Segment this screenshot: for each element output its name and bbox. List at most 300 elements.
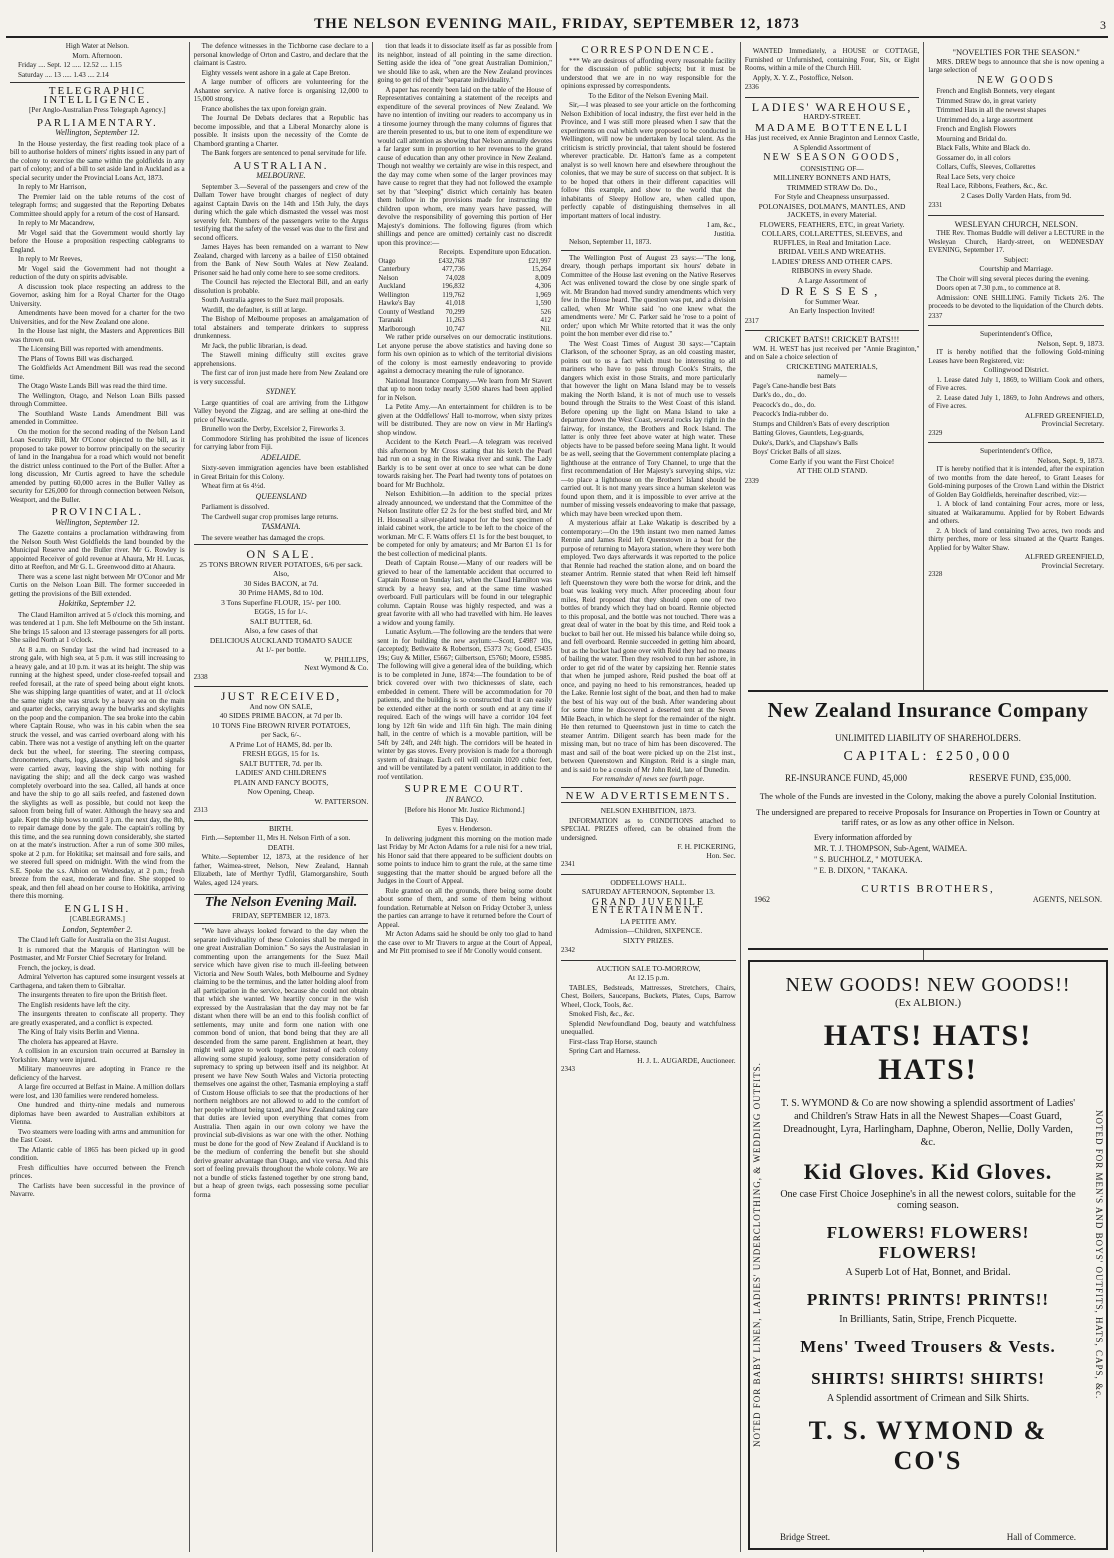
column-4 [557, 42, 741, 1552]
divider [194, 923, 369, 924]
section-note: [Per Anglo-Australian Press Telegraph Agency.] [29, 106, 166, 114]
advert-agents: AGENTS, NELSON. [1032, 895, 1102, 904]
advert-signature: W. PATTERSON. [314, 796, 369, 806]
letter-paragraph: Sir,—I was pleased to see your article on the forthcoming Nelson Exhibition of local industry, the first ever held in the Province, and I was still more pleased when I saw that the experiments on coal which were proposed to be conducted in Wellington, will now be undertaken by local talent. As the criticism is strictly provincial, that talent should be fostered wherever practicable. Dr. Hatton's fame as a competent analyst is so well known here and elsewhere throughout the colonies, that we may be sure of success on that subject. It is to be hoped that others in their different capacities will follow this example, and show to the world that the inhabitants of Sleepy Hollow are, when called upon, perfectly capable of distinguishing themselves in all important matters of local industry. [561, 101, 736, 220]
letter-signoff: I am, &c., [707, 221, 736, 229]
article-paragraph: A large number of officers are volunteering for the Ashantee service. A native force is organising 12,000 to 15,000 strong. [193, 78, 369, 103]
advert-line: DRESSES, [780, 284, 884, 298]
article-paragraph: Wardill, the defaulter, is still at large. [201, 305, 307, 314]
advert-funds-row [754, 773, 1102, 783]
advert-heading: HATS! HATS! HATS! [823, 1019, 1033, 1086]
advert-line: At 1/- per bottle. [256, 645, 306, 654]
article-paragraph: In the House yesterday, the first reading took place of a bill to authorise holders of miners' rights issued in any part of the colony to exercise the same within the goldfields in any part of colony; and of a bill to set aside land in Auckland as a special security under the Provincial Loans Act, 1873. [10, 139, 185, 182]
advert-line: Page's Cane-handle best Bats [752, 381, 836, 390]
advert-line: Doors open at 7.30 p.m., to commence at 8. [936, 284, 1061, 292]
table-cell-province: Wellington [378, 290, 410, 299]
article-paragraph: The West Coast Times of August 30 says:—"Captain Clarkson, of the schooner Spray, as an old coasting master, points out to us a fact which must be interesting to all mariners who have to pass through Cook's Straits, the dangers which exist in those Straits, and more particularly that however the light on Mana Island may be to vessels making the North Island, it is not of much use to vessels bound through the Straits to the West Coast of this island. Before opening up the light on Mana Island to take a departure down the West Coast, several rocks lay right in the fairway, for instance, the Brothers and Rock Island. The latter is only three feet above water at high water. These objects have to be passed before seeing Mana light. It would be as well, seeing that the Government contemplate placing a lighthouse at the entrance of Tory Channel, to urge that the first recommendation of Her Majesty's surveying ships, viz:—to place a lighthouse on the Brothers' Island should be carried out. It is not many years since a human skeleton was found upon them, and it is impossible to ever arrive at the number of missing vessels endeavoring to make that passage, which may have been wrecked upon them. [561, 339, 736, 518]
just-received-advert [194, 686, 369, 818]
advert-line: 30 Prime HAMS, 8d to 10d. [238, 588, 324, 597]
advert-line: Stumps and Children's Bats of every description [752, 419, 890, 428]
advert-signature: H. J. L. AUGARDE, Auctioneer. [637, 1055, 736, 1065]
article-paragraph: The insurgents threaten to confiscate all property. They are greatly exasperated, and a conflict is expected. [10, 1010, 185, 1027]
column-1 [6, 42, 190, 1552]
table-row [377, 274, 552, 283]
article-paragraph: Admiral Yelverton has captured some insurgent vessels at Carthagena, and taken them to Gibraltar. [10, 973, 185, 990]
table-cell-education: 1,590 [535, 299, 552, 307]
notice-date: Nelson, Sept. 9, 1873. [1037, 338, 1105, 348]
divider [561, 787, 736, 788]
table-cell-province: Hawke's Bay [378, 299, 416, 307]
table-cell-province: Taranaki [378, 316, 403, 324]
advert-line: French and English Bonnets, very elegant [936, 87, 1055, 95]
advert-line: A Prime Lot of HAMS, 8d. per lb. [229, 739, 333, 749]
advert-line: COLLARS, COLLARETTES, SLEEVES, and RUFFLES, in Real and Imitation Lace. [761, 229, 903, 247]
advert-line: For Style and Cheapness unsurpassed. [774, 192, 890, 201]
table-cell-education: 8,009 [535, 273, 552, 282]
court-line: [Before his Honor Mr. Justice Richmond.] [404, 806, 525, 814]
address-right: Hall of Commerce. [1006, 1532, 1076, 1542]
section-heading: TELEGRAPHIC INTELLIGENCE. [43, 85, 152, 106]
table-row [377, 308, 552, 317]
article-paragraph: The English residents have left the city. [18, 1000, 131, 1009]
article-paragraph: Lunatic Asylum.—The following are the tenders that were sent in for building the new asylum:—Scott, £4987 10s, (accepted); Bethwaite & Robertson, £5373 7s; Good, £5435 19s; Guy & Miller, £5667; Gilbertson, £5760; Moore, £5985. The following will give a general idea of the building, which is to be completed in June, 1874:—The foundation to be of brick covered over with two thicknesses of slate, each embedded in cement. There will be accommodation for 70 patients, and the building is so constructed that it can easily be extended either at the north or south end at any time if required. Each of the wings will have a corridor 104 feet long by 12ft 6in wide and 11ft 6in high. The main dining hall, in the centre of which is a movable partition, will be 54ft by 24ft, and 24ft high. The corridors will be heated in winter by gas stoves. Every provision is made for a thorough system of drainage. Each cell will contain 1020 cubic feet, and will be ventilated by a patent ventilator, in addition to the roof ventilation. [377, 628, 553, 781]
advert-text: T. S. WYMOND & Co are now showing a splendid assortment of Ladies' and Children's Straw Hats in all the Newest Shapes—Coast Guard, Dreadnought, Lyra, Harlingham, Daphne, Oberon, Nellie, Dolly Varden, &c. [780, 1098, 1076, 1148]
advert-line: Duke's, Dark's, and Clapshaw's Balls [752, 438, 858, 447]
article-paragraph: The Southland Waste Lands Amendment Bill was amended in Committee. [10, 409, 185, 426]
advert-line: 40 SIDES PRIME BACON, at 7d per lb. [219, 711, 343, 720]
table-row [377, 316, 552, 325]
section-note: *** We are desirous of affording every reasonable facility for the discussion of public subjects; but it must be understood that we are in no way responsible for the opinions expressed by correspondents. [561, 56, 736, 90]
notice-text: IT is hereby notified that it is intended, after the expiration of two months from the date hereof, to Grant Leases for Gold-mining purposes of the Crown Land within the District of Golden Bay Goldfields, hereinafter described, viz:— [928, 465, 1105, 499]
advert-signature: W. PHILLIPS, [324, 654, 369, 664]
column-2 [190, 42, 374, 1552]
table-row [377, 282, 552, 291]
advert-address: Apply, X. Y. Z., Postoffice, Nelson. [752, 73, 854, 82]
advert-heading: Mens' Tweed Trousers & Vests. [800, 1337, 1056, 1356]
notice-line: 1. A block of land containing Four acres, more or less, situated at Waikaramumu. Applied for by Robert Edwards and others. [928, 500, 1105, 525]
article-paragraph: The Bishop of Melbourne proposes an amalgamation of total abstainers and temperate drinkers to suppress drunkenness. [193, 315, 369, 340]
masthead-title: THE NELSON EVENING MAIL, FRIDAY, SEPTEMBER 12, 1873 [314, 16, 800, 32]
advert-line: A Splendid Assortment of [793, 142, 871, 152]
advert-footer [754, 895, 1102, 904]
advert-line: 25 TONS BROWN RIVER POTATOES, 6/6 per sack. [199, 559, 363, 569]
advert-line: namely— [817, 371, 847, 380]
table-row [377, 291, 552, 300]
article-paragraph: At 8 a.m. on Sunday last the wind had increased to a strong gale, with high sea, at 5 p.m. it was still increasing to a heavy gale, and at 10 p.m. it was at its height. The ship was running at the highest speed, under close-reefed topsail and reefed foresail, at the rate of speed being about eight knots. She was shipping large quantities of water, and at 11 o'clock the same night she was struck by a heavy sea on the main and quarter decks, carrying away the bulwarks and skylights on the poop and the companion. The sea broke into the cabin where Captain Rouse, who was in his cabin when the sea struck the vessel, and was carried overboard along with his cabin. There was not a vestige of anything left on the quarter deck but the wheel, for steering. The steering compass, chronometers, charts, logs, glasses, signal book and signals were carried away, leaving the ship with nothing for navigating the ship; and all the deck cargo was washed completely overboard into the sea. Called, all hands at once and have the ship to go all sails reefed, and fastened down the skylights as well as possible, but could not keep the saloon from being full of water. Although the heavy sea and gale. Kept the ship bows to until 3 p.m. the next day, the 8th, to repair damage done by the gale. The captain's rolling by this time, and the sea running down considerably, she started on at the mate's instruction. After a run of some 300 miles, spoke at 2 p.m. for Hokitika; set mainsail and fore sails, and we steered full speed on midnight. With the wind from the S.E. Spoke the s.s. Albion on Wednesday, at 2 p.m.; fresh breeze from the east, moderate and fine. She stopped to speak, and then fell ahead on her course to Hokitika, arriving there this morning. [10, 645, 185, 900]
wymond-advert [748, 960, 1108, 1550]
subheading: TASMANIA. [261, 522, 301, 531]
advert-number: 2328 [928, 570, 943, 578]
article-paragraph: Eighty vessels went ashore in a gale at Cape Breton. [201, 68, 351, 77]
advert-title: New Zealand Insurance Company [767, 698, 1089, 722]
advert-line: At 12.15 p.m. [627, 973, 670, 982]
agent-line: MR. T. J. THOMPSON, Sub-Agent, WAIMEA. [814, 844, 967, 853]
advert-line: 30 Sides BACON, at 7d. [243, 578, 319, 588]
article-paragraph: A mysterious affair at Lake Wakatip is described by a contemporary:—On the 19th instant two men named James Rennie and James Reid left Queenstown in a boat for the purpose of returning to Mayora station, where they were both employed. Two days afterwards it was reported to the police that Rennie had reached the station alone, and on board the steamer Antrim. Rennie stated that when Reid left himself left Queenstown they were both the worse for drink, and the boat was leaking very much. After proceeding about four miles, Reid proposed that they should open one of two bottles of brandy which they had on board. Rennie objected to this proposal, and the bottle was not touched. There was a great deal of water in the boat by this time, and Reid took a bucket to bail her out. He missed his balance while doing so, and fell overboard. Rennie succeeded in getting him aboard, but as the bucket had gone over with Reid they had no means of bailing the water. Then they resolved to run her ashore, in order to get rid of the water by capsizing her. Rennie states that when he jumped ashore, Reid pushed the boat off at once, and paying no heed to his remonstrances, headed up the Lake. Rennie lost sight of the boat, and then had to make the best of his way out of the bush. After wandering about for some time he discovered a deserted tent at the Seven Mile Beach, in which he slept for the remainder of the night. He then returned to Queenstown just in time to catch the steamer Antrim. Diligent search has been made for the missing man, but no trace of him has been discovered. The mast and sail of the boat were picked up on the 21st inst., between Queenstown and Kingston. Reid is a single man, and is said to be a cousin of Mr John Reid, late of Dunedin. [561, 519, 736, 774]
article-paragraph: The Claud left Galle for Australia on the 31st August. [18, 936, 171, 944]
advert-line: SATURDAY AFTERNOON, September 13. [581, 887, 715, 896]
advert-heading: SHIRTS! SHIRTS! SHIRTS! [811, 1369, 1045, 1388]
article-paragraph: The King of Italy visits Berlin and Vienna. [18, 1028, 140, 1036]
advert-line: Admission—Children, SIXPENCE. [594, 926, 703, 935]
advert-line: SALT BUTTER, 7d. per lb. [239, 758, 323, 768]
article-paragraph: The insurgents threaten to fire upon the British fleet. [18, 991, 167, 999]
side-banner-right: NOTED FOR MEN'S AND BOYS' OUTFITS, HATS, CAPS, &c. [1094, 1110, 1104, 1400]
subheading: ADELAIDE. [260, 452, 302, 462]
advert-number: 2339 [744, 476, 759, 485]
masthead [6, 10, 1108, 38]
article-paragraph: A collision in an excursion train occurred at Barnsley in Yorkshire. Many were injured. [10, 1047, 185, 1064]
article-paragraph: Wheat firm at 6s 4½d. [201, 482, 266, 490]
article-paragraph: The Gazette contains a proclamation withdrawing from the Nelson South West Goldfields the land bounded by the Municipal Reserve and the Buller river. Mr G. Rowley is appointed Receiver of gold revenue at Ahaura, Mr H. Lucas, ditto at Reefton, and Mr G. L. Greenwood ditto at Ahaura. [10, 529, 185, 571]
notice-signature: ALFRED GREENFIELD, [1024, 552, 1105, 561]
advert-line: An Early Inspection Invited! [789, 306, 876, 315]
editorial-date: FRIDAY, SEPTEMBER 12, 1873. [232, 911, 330, 920]
advert-number: 2313 [193, 806, 208, 814]
reinsurance-fund: RE-INSURANCE FUND, 45,000 [784, 773, 907, 783]
advert-line: Has just received, ex Annie Braginton and Lennox Castle, [744, 133, 920, 142]
reserve-fund: RESERVE FUND, £35,000. [968, 773, 1072, 783]
advert-heading: "NOVELTIES FOR THE SEASON." [952, 47, 1080, 57]
notice-line: 2. Lease dated July 1, 1869, to John Andrews and others, of Five acres. [928, 393, 1105, 410]
advert-heading: LADIES' WAREHOUSE, [751, 99, 913, 114]
table-cell-education: Nil. [540, 324, 552, 333]
table-cell-receipts: £432,768 [438, 256, 465, 265]
table-cell-education: 4,306 [535, 282, 552, 290]
agent-line: " S. BUCHHOLZ, " MOTUEKA. [814, 855, 923, 864]
advert-capital: CAPITAL: £250,000 [843, 749, 1013, 764]
oddfellows-advert [561, 874, 736, 958]
dateline: Hokitika, September 12. [58, 599, 136, 608]
advert-line: Courtship and Marriage. [979, 264, 1053, 273]
article-paragraph: The Licensing Bill was reported with amendments. [18, 345, 164, 353]
notice-signature: Provincial Secretary. [1041, 560, 1105, 570]
table-row [377, 299, 552, 308]
education-expenditure-table [377, 248, 552, 333]
notice-text: White.—September 12, 1873, at the residence of her father, Waimea-street, Nelson, New Zealand, Hannah Elizabeth, late of Merthyr Tydfil, Glamorganshire, South Wales, aged 124 years. [193, 853, 369, 887]
article-paragraph: The Cardwell sugar crop promises large returns. [201, 512, 339, 521]
table-cell-education: 1,969 [535, 290, 552, 299]
advert-line: Batting Gloves, Gauntlets, Leg-guards, [752, 429, 864, 437]
advert-number: 2343 [561, 1065, 576, 1073]
advert-line: FRESH EGGS, 15 for 1s. [242, 749, 320, 758]
dateline: London, September 2. [62, 924, 133, 934]
advert-number: 2342 [561, 946, 576, 954]
article-paragraph: The first car of iron just made here from New Zealand ore is very successful. [193, 369, 369, 386]
article-paragraph: A discussion took place respecting an address to the Governor, asking him for a Royal Charter for the Otago University. [10, 282, 185, 308]
article-paragraph: The Premier laid on the table returns of the cost of telegraph forms; and suggested that the Reporting Debates Committee should apply for a return of the cost of Hansard. [10, 192, 185, 218]
article-paragraph: In reply to Mr Harrison, [18, 183, 87, 191]
article-paragraph: There was a scene last night between Mr O'Conor and Mr Curtis on the Nelson Loan Bill. The former succeeded in getting the provisions of the Bill extended. [10, 572, 185, 598]
advert-address: Next Wymond & Co. [304, 663, 369, 672]
agent-line: " E. B. DIXON, " TAKAKA. [814, 866, 908, 875]
advert-line: Come Early if you want the First Choice! [769, 456, 895, 466]
advert-line: SALT BUTTER, 6d. [249, 616, 313, 626]
advert-line: Also, a few cases of that [244, 626, 318, 635]
advert-line: CRICKETING MATERIALS, [786, 361, 878, 371]
article-paragraph: Mr Vogel said the Government had not thought a reduction of the duty on spirits advisable. [10, 264, 185, 281]
article-paragraph: France abolishes the tax upon foreign grain. [201, 104, 327, 113]
advert-line: A Large Assortment of [797, 275, 867, 285]
table-cell-education: 15,264 [531, 265, 552, 273]
table-row [377, 265, 552, 274]
table-cell-province: Nelson [378, 273, 399, 282]
notice-signature: ALFRED GREENFIELD, [1024, 410, 1105, 420]
advert-line: Also, [272, 569, 290, 578]
advert-line: Trimmed Hats in all the newest shapes [936, 106, 1047, 114]
subheading: IN BANCO. [445, 794, 484, 804]
section-heading: PARLIAMENTARY. [36, 116, 158, 129]
advert-heading: ON SALE. [246, 547, 316, 561]
article-paragraph: A large fire occurred at Belfast in Maine. A million dollars were lost, and 130 families were rendered homeless. [10, 1083, 185, 1100]
article-paragraph: The cholera has appeared at Havre. [18, 1037, 119, 1046]
article-paragraph: Rule granted on all the grounds, there being some doubt about some of them, and some of them being without foundation. Returnable at Nelson on Friday October 3, unless the parties can arrange to have it returned before the Court of Appeal. [377, 886, 553, 929]
advert-line: FLOWERS, FEATHERS, ETC, in great Variety. [759, 219, 905, 229]
advert-heading: Kid Gloves. Kid Gloves. [803, 1159, 1053, 1184]
article-paragraph: James Hayes has been remanded on a warrant to New Zealand, charged with larceny as a bailee of £150 obtained from the Bank of New South Wales at New Zealand. Prisoner said he had only come here to see some creditors. [193, 243, 369, 277]
section-heading: NEW ADVERTISEMENTS. [565, 789, 732, 802]
advert-line: MILLINERY BONNETS AND HATS, [773, 173, 891, 182]
advert-line: for Summer Wear. [804, 296, 860, 306]
table-header: Receipts. [438, 248, 465, 256]
article-paragraph: Commodore Stirling has prohibited the issue of licences for carrying labor from Fiji. [193, 434, 369, 451]
section-heading: AUSTRALIAN. [233, 159, 329, 172]
advert-text: A Splendid assortment of Crimean and Silk Shirts. [826, 1393, 1030, 1404]
goldmining-notice-1 [928, 325, 1104, 440]
advert-line: EGGS, 15 for 1/-. [254, 607, 308, 616]
article-paragraph: Death of Captain Rouse.—Many of our readers will be grieved to hear of the lamentable accident that occurred to Captain Rouse on Sunday last, when the Claud Hamilton was struck by a heavy sea, and at the same time washed overboard. Full particulars will be found in our telegraphic column. Captain Rouse was highly respected, and was a great favorite with all who had travelled with him. He leaves a widow and young family. [377, 559, 553, 627]
advert-heading: PRINTS! PRINTS! PRINTS!! [806, 1290, 1050, 1309]
article-paragraph: The Bank forgers are sentenced to penal servitude for life. [201, 149, 367, 157]
article-paragraph: In the House last night, the Masters and Apprentices Bill was thrown out. [10, 327, 185, 344]
advert-heading: AUCTION SALE TO-MORROW, [596, 963, 701, 973]
table-cell-province: Auckland [378, 282, 406, 290]
advert-line: per Sack, 6/-. [261, 730, 301, 739]
continuation-note: For remainder of news see fourth page. [592, 775, 705, 783]
advert-line: Real Lace Sets, very choice [936, 172, 1015, 181]
advert-line: DELICIOUS AUCKLAND TOMATO SAUCE [209, 635, 353, 645]
advert-number: 2317 [744, 316, 759, 325]
advert-line: LADIES' DRESS AND OTHER CAPS. [771, 256, 893, 266]
article-paragraph: South Australia agrees to the Suez mail proposals. [201, 296, 344, 304]
dateline: Wellington, September 12. [55, 128, 140, 137]
table-cell-receipts: 74,028 [445, 273, 465, 282]
subheading: SYDNEY. [265, 387, 297, 396]
divider [561, 250, 736, 251]
table-cell-province: County of Westland [378, 307, 435, 316]
section-heading: ENGLISH. [64, 902, 131, 915]
advert-line: The Choir will sing several pieces during the evening. [936, 274, 1090, 283]
advert-line: First-class Trap Horse, staunch [569, 1037, 657, 1046]
article-paragraph: Nelson Exhibition.—In addition to the special prizes already announced, we understand that the Committee of the Nelson Institute offer £2 2s for the best stuffed bird, and Mr H. Houseall a silver-plated teapot for the best specimen of inlaid cabinet work, the article to be left to the choice of the workman. Mr C. F. Watts offers £1 1s for the best bouquet, to be competed for only by amateurs; and Mr Barton £1 1s for the best collection of medicinal plants. [377, 490, 553, 558]
notice-line: 2. A block of land containing Two acres, two roods and thirty perches, more or less situated at the Quartz Ranges. Applied for by Walter Shaw. [928, 526, 1105, 552]
table-cell-province: Marlborough [378, 324, 416, 333]
advert-text: In Brilliants, Satin, Stripe, French Picquette. [839, 1314, 1017, 1325]
notice-text: IT is hereby notified that the following Gold-mining Leases have been Registered, viz: [928, 348, 1105, 365]
article-paragraph: The Goldfields Act Amendment Bill was read the second time. [10, 364, 185, 381]
newspaper-flag: The Nelson Evening Mail. [204, 895, 358, 910]
table-header-blank [377, 248, 436, 257]
notice-date: Nelson, Sept. 9, 1873. [1037, 455, 1105, 465]
advert-text: INFORMATION as to CONDITIONS attached to SPECIAL PRIZES offered, can be obtained from the undersigned. [561, 816, 736, 842]
article-paragraph: Large quantities of coal are arriving from the Lithgow Valley beyond the Zigzag, and are selling at one-third the price of Newcastle. [193, 398, 369, 424]
advert-name: MADAME BOTTENELLI [754, 121, 910, 134]
article-paragraph: We rather pride ourselves on our democratic institutions. Let anyone peruse the above statistics and having done so form his own opinion as to which of the territorial divisions of the colony is most earnestly endeavoring to provide against a democracy meaning the rule of ignorance. [377, 333, 553, 375]
article-paragraph: Mr Jack, the public librarian, is dead. [201, 341, 308, 350]
advert-signature: CURTIS BROTHERS, [861, 883, 995, 895]
article-paragraph: September 3.—Several of the passengers and crew of the Dallam Tower have brought charges of neglect of duty against Captain Davis on the 14th and 15th July, the days during which the gale which dismasted the vessel was most severely felt. Numbers of the passengers write to the Argus testifying that the safety of the vessel was due to the first and second officers. [193, 182, 369, 242]
notice-heading: BIRTH. [269, 823, 293, 833]
advert-subheading: (Ex ALBION.) [895, 997, 961, 1009]
article-paragraph: Mr Vogel said that the Government would shortly lay before the House a proposition respecting cablegrams to England. [10, 228, 185, 254]
advert-line: Black Falls, White and Black do. [936, 144, 1031, 152]
table-body [377, 257, 552, 334]
article-paragraph: The Otago Waste Lands Bill was read the third time. [18, 382, 168, 390]
article-paragraph: The Claud Hamilton arrived at 5 o'clock this morning, and was tendered at 1 p.m. She left Melbourne on the 5th instant. She brings 15 saloon and 13 steerage passengers for all ports. She sailed North at 1 o'clock. [10, 610, 185, 644]
section-note: [CABLEGRAMS.] [69, 915, 125, 923]
article-paragraph: It is rumored that the Marquis of Hartington will be Postmaster, and Mr Forster Chief Secretary for Ireland. [10, 945, 185, 962]
advert-number: 2329 [928, 428, 943, 437]
article-paragraph: Sixty-seven immigration agencies have been established in Great Britain for this Colony. [193, 464, 369, 481]
article-paragraph: Mr Acton Adams said he should be only too glad to hand the case over to Mr Travers to argue at the Court of Appeal, and Mr Pitt promised to see if Mr Conolly would consent. [377, 930, 553, 955]
table-row [377, 257, 552, 266]
article-paragraph: National Insurance Company.—We learn from Mr Stavert that up to noon today nearly 3,500 shares had been applied for in Nelson. [377, 376, 553, 402]
letter-signature: Justitia. [713, 229, 736, 238]
editorial-paragraph: tion that leads it to dissociate itself as far as possible from its neighbor, instead of all pointing in the same direction. Setting aside the idea of "one great Australian Dominion," we should like to ask, when are the New Zealand provinces going to get rid of their "separate individuality." [377, 42, 553, 84]
tide-row: Friday .... Sept. 12 ..... 12.52 .... 1.15 [18, 61, 122, 69]
birth-notice [194, 820, 369, 892]
advert-text: WANTED Immediately, a HOUSE or COTTAGE, Furnished or Unfurnished, containing Four, Six, or Eight Rooms, within a mile of the Church Hill. [744, 47, 920, 72]
advert-line: GRAND JUVENILE ENTERTAINMENT. [591, 896, 705, 916]
table-cell-province: Otago [378, 256, 396, 265]
advert-text: The whole of the Funds are invested in the Colony, making the above a purely Colonial Institution. [759, 791, 1097, 801]
article-paragraph: Brunello won the Derby, Excelsior 2, Fireworks 3. [201, 425, 346, 433]
advert-text: Every information afforded by [814, 833, 912, 842]
notice-signature: Provincial Secretary. [1041, 419, 1105, 428]
nz-insurance-advert [748, 690, 1108, 950]
advert-number: 2337 [928, 311, 943, 320]
advert-line: UNLIMITED LIABILITY OF SHAREHOLDERS. [835, 733, 1021, 743]
advert-number: 2338 [193, 672, 208, 681]
tide-label: High Water at Nelson. [65, 42, 129, 50]
advert-text: The undersigned are prepared to receive Proposals for Insurance on Properties in Town or Country at tariff rates, or as low as any other office in Nelson. [756, 807, 1100, 827]
advert-line: Dark's do., do., do. [752, 391, 807, 399]
advert-text: WM. H. WEST has just received per "Annie Braginton," and on Sale a choice selection of [744, 344, 920, 361]
advert-line: BRIDAL VEILS AND WREATHS. [778, 247, 886, 256]
advert-text: THE Rev. Thomas Buddle will deliver a LECTURE in the Wesleyan Church, Hardy-street, on WEDNESDAY EVENING, September 17. [928, 229, 1105, 254]
column-3 [373, 42, 557, 1552]
advert-line: Spring Cart and Harness. [569, 1047, 641, 1055]
article-paragraph: Amendments have been moved for a charter for the two Universities, and for the New Zealand one alone. [10, 309, 185, 326]
article-paragraph: Two steamers were loading with arms and ammunition for the East Coast. [10, 1127, 185, 1144]
article-paragraph: The Stawell mining difficulty still excites grave apprehensions. [193, 351, 369, 368]
court-line: This Day. [450, 815, 479, 824]
article-paragraph: In reply to Mr Reeves, [18, 255, 83, 263]
article-paragraph: The Carlists have been successful in the province of Navarre. [10, 1181, 185, 1198]
tide-header: Morn. Afternoon. [72, 51, 123, 60]
section-heading: PROVINCIAL. [51, 506, 144, 518]
notice-text: Firth.—September 11, Mrs H. Nelson Firth of a son. [201, 834, 351, 842]
advert-line: Untrimmed do, a large assortment [936, 115, 1033, 124]
table-cell-receipts: 70,299 [445, 307, 465, 316]
advert-line: POLONAISES, DOLMAN'S, MANTLES, AND JACKETS, in every Material. [758, 201, 906, 219]
advert-line: Splendid Newfoundland Dog, beauty and watchfulness unequalled. [561, 1019, 736, 1036]
advert-line: French and English Flowers [936, 125, 1017, 133]
advert-heading: T. S. WYMOND & CO'S [808, 1416, 1048, 1475]
table-cell-receipts: 119,762 [442, 290, 465, 299]
advert-line: TRIMMED STRAW Do. Do., [786, 182, 878, 192]
side-banner-left: NOTED FOR BABY LINEN, LADIES' UNDERCLOTHING, & WEDDING OUTFITS. [752, 1062, 762, 1448]
article-paragraph: The Journal De Debats declares that a Republic has become impossible, and that a Liberal Monarchy alone is possible. It insists upon the necessity of the Comte de Chambord granting a Charter. [193, 114, 369, 148]
article-paragraph: The Council has rejected the Electoral Bill, and an early dissolution is probable. [193, 278, 369, 295]
article-paragraph: The Atlantic cable of 1865 has been picked up in good condition. [10, 1145, 185, 1162]
article-paragraph: The Wellington Post of August 23 says:—"The long, dreary, though perhaps important six hours' debate in Committee of the House last evening on the Native Reserves Act was enlivened toward the close by one single spark of wit. Mr Brandon had moved sundry amendments which very few in the House heard. The question was put, and a division called, when Mr White said 'no one knew what the amendments were.' Mr C. Parker said he 'rose to a point of order;' upon which Mr White retorted that it was the only point the hon member ever did rise to." [561, 253, 736, 338]
notice-heading: DEATH. [267, 842, 295, 852]
table-cell-receipts: 477,736 [442, 265, 465, 273]
table-cell-receipts: 196,832 [442, 282, 465, 290]
exhibition-advert [561, 802, 736, 872]
advert-heading: NEW GOODS! NEW GOODS!! [785, 974, 1071, 996]
auction-advert [561, 960, 736, 1077]
notice-line: 1. Lease dated July 1, 1869, to William Cook and others, of Five acres. [928, 375, 1105, 392]
advert-line: Boys' Cricket Balls of all sizes. [752, 448, 842, 456]
advert-line: Gossamer do, in all colors [936, 153, 1011, 162]
wesleyan-advert [928, 215, 1104, 324]
dateline: Wellington, September 12. [55, 517, 140, 527]
advert-line: 3 Tons Superfine FLOUR, 15/- per 100. [221, 597, 341, 607]
article-paragraph: Fresh difficulties have occurred between the French princes. [10, 1163, 185, 1180]
article-paragraph: Parliament is dissolved. [201, 503, 270, 511]
ladies-warehouse-advert [745, 97, 920, 329]
table-cell-education: 526 [540, 307, 552, 316]
advert-line: Now Opening, Cheap. [247, 787, 315, 796]
advert-text: A Superb Lot of Hat, Bonnet, and Bridal. [845, 1267, 1011, 1278]
advert-heading: CRICKET BATS!! CRICKET BATS!!! [764, 334, 900, 344]
advert-number: 2341 [561, 860, 576, 868]
editorial-paragraph: "We have always looked forward to the day when the separate individuality of these Colonies shall be merged in one great Australian Dominion." So says the Australasian in commenting upon the arrangements for the Suez Mail service which have given rise to much ill-feeling between Victoria and New South Wales, both Melbourne and Sydney claiming to be the terminus, and the latter holding aloof from all participation in the service, because she could not obtain that which she wanted. We heartily concur in the wish expressed by the Australasian that the day may not be far distant when there will be an end to this foolish conflict of settlements, may unite and form one nation with one common bond of union, that bond being that they are all descended from the same parent. Englishmen at heart, they might well agree to work together instead of each colony allowing some stupid jealousy, some petty consideration of supremacy to spring up between itself and its neighbor. At present we have New South Wales and Victoria protecting themselves one against the other, Tasmania employing a staff of Custom House officials to see that the productions of her northern neighbors are not allowed to add to the comfort of her people without being taxed, and New Zealand taking care that duties are levied upon everything that comes from Australia. Then again in our own colony we have the provincial sub-divisions as war one with the other. Nothing must be done for the good of New Zealand if Auckland is to be the medium of conferring the benefit but she should derive greater advantage than Otago, and vice versa. And this sort of feeling prevails throughout the whole colony. We are not a bundle of sticks fastened together by one strong band, but a heap of green twigs, each possessing some peculiar forma [193, 927, 369, 1199]
table-cell-receipts: 10,747 [445, 324, 465, 333]
advert-number: 2331 [928, 201, 943, 209]
article-paragraph: The Wellington, Otago, and Nelson Loan Bills passed through Committee. [10, 391, 185, 408]
article-paragraph: On the motion for the second reading of the Nelson Land Loan Security Bill, Mr O'Conor objected to the bill, as it proposed to take power to borrow principally on the security of land in the Inangahua for a road which would not benefit the district unless continued to the Port of the Buller. After a long discussion, Mr Curtis agreed to have the schedule amended by putting 60,000 acres in the Buller Valley as security for £26,000 for through connection between Nelson, Westport, and the Buller. [10, 427, 185, 504]
notice-line: Collingwood District. [983, 365, 1049, 374]
advert-number: 1962 [754, 895, 770, 904]
advert-line: CONSISTING OF— [800, 163, 864, 173]
article-paragraph: The defence witnesses in the Tichborne case declare to a personal knowledge of Orton and Castro, and declare that the claimant is Castro. [193, 42, 369, 67]
advert-line: NEW GOODS [977, 74, 1055, 86]
table-row [377, 325, 552, 334]
article-paragraph: The Plans of Towns Bill was discharged. [18, 354, 134, 363]
page-number: 3 [1100, 18, 1106, 32]
article-paragraph: French, the jockey, is dead. [18, 963, 96, 972]
advert-heading: NELSON EXHIBITION, 1873. [600, 806, 697, 815]
editorial-paragraph: A paper has recently been laid on the table of the House of Representatives containing a statement of the receipts and expenditure of the several provinces of New Zealand. We have no intention of inviting our readers to accompany us in a tiresome journey through the many columns of figures that are therein presented to us, but to one item of expenditure we would call attention as showing that Nelson annually devotes a far larger sum in proportion to her revenues to the grand cause of education than any other province in New Zealand. Though not wealthy we certainly are wise in this respect, and the day may come when some of the larger provinces may have cause to regret that they had not followed the example set by that "sleeping" district which certainly has beaten them hollow in the provisions made for instructing the children upon whom, ere many years have passed, will devolve the responsibility of governing this portion of Her Majesty's dominions. The following figures (from which shillings and pence are omitted) certainly cast no discredit upon this province:— [377, 85, 553, 247]
article-paragraph: The severe weather has damaged the crops. [201, 533, 325, 542]
letter-address: To the Editor of the Nelson Evening Mail. [588, 91, 709, 100]
address-left: Bridge Street. [780, 1532, 830, 1542]
advert-heading: WESLEYAN CHURCH, NELSON. [954, 218, 1078, 229]
goldmining-notice-2 [928, 442, 1104, 582]
advert-signature: Hon. Sec. [706, 850, 736, 860]
advert-number: 2336 [744, 83, 759, 91]
advert-line: Collars, Cuffs, Sleeves, Collarettes [936, 163, 1036, 171]
advert-heading: JUST RECEIVED, [220, 689, 342, 703]
advert-line: Smoked Fish, &c., &c. [569, 1010, 635, 1018]
court-line: Eyes v. Henderson. [437, 825, 493, 833]
novelties-advert [928, 44, 1104, 213]
advert-line: Trimmed Straw do, in great variety [936, 96, 1037, 105]
advert-line: Admission: ONE SHILLING. Family Tickets 2/6. The proceeds to be devoted to the liquidation of the Church debts. [928, 293, 1105, 310]
